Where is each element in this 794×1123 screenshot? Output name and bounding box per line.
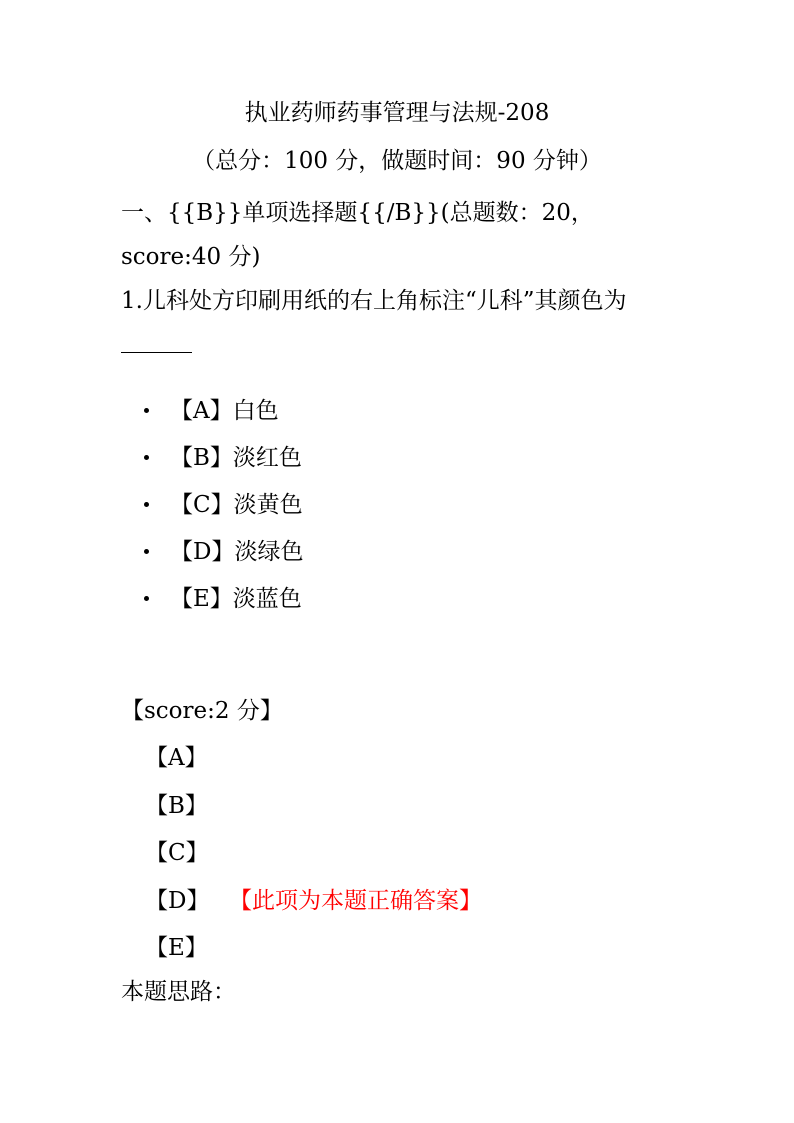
option-label: 【C】淡黄色 [170, 492, 303, 518]
answer-row-a [145, 742, 482, 790]
answer-marker: 【A】 [145, 745, 208, 771]
answer-marker: 【E】 [145, 935, 208, 961]
question-text: 1.儿科处方印刷用纸的右上角标注“儿科”其颜色为 [121, 288, 627, 314]
answer-row-c [145, 837, 482, 885]
answer-marker: 【C】 [145, 840, 209, 866]
answer-blank-line [121, 352, 192, 353]
answer-key-list [145, 742, 482, 980]
question-score: 【score:2 分】 [121, 698, 283, 724]
option-label: 【D】淡绿色 [170, 539, 304, 565]
bullet-icon [144, 549, 149, 554]
bullet-icon [144, 502, 149, 507]
option-label: 【B】淡红色 [170, 445, 302, 471]
bullet-icon [144, 408, 149, 413]
option-label: 【A】白色 [170, 398, 279, 424]
answer-row-d [145, 885, 482, 933]
document-subtitle: （总分：100 分，做题时间：90 分钟） [192, 148, 602, 174]
section-heading: 一、{{B}}单项选择题{{/B}}(总题数：20，score:40 分) [121, 200, 594, 270]
document-title: 执业药师药事管理与法规-208 [244, 100, 550, 126]
bullet-icon [144, 455, 149, 460]
analysis-label: 本题思路： [121, 979, 236, 1005]
answer-row-e [145, 932, 482, 980]
option-label: 【E】淡蓝色 [170, 586, 302, 612]
bullet-icon [144, 596, 149, 601]
answer-marker: 【B】 [145, 792, 208, 819]
answer-marker: 【D】 [145, 887, 210, 914]
correct-answer-note: 【此项为本题正确答案】 [229, 887, 482, 914]
answer-row-b [145, 790, 482, 838]
